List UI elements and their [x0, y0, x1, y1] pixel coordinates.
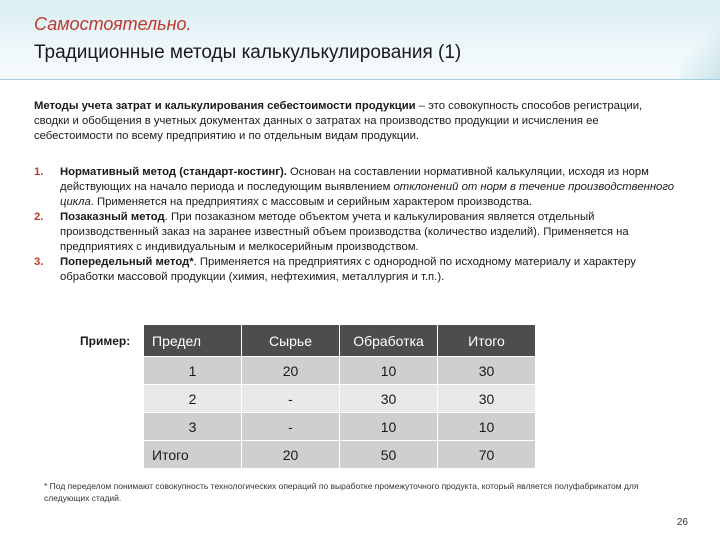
method-number: 2. — [34, 211, 44, 223]
decorative-corner — [680, 0, 720, 80]
slide-subtitle: Самостоятельно. — [34, 14, 192, 34]
table-row — [144, 357, 536, 385]
table-total-row — [144, 441, 536, 469]
example-table — [143, 324, 536, 469]
method-name: Позаказный метод — [60, 211, 165, 223]
table-cell: 10 — [340, 413, 438, 441]
table-cell: 10 — [340, 357, 438, 385]
footnote: * Под переделом понимают совокупность технологических операций по выработке промежуточного продукта, который является полуфабрикатом для следующих стадий. — [44, 481, 639, 503]
table-header-cell: Сырье — [242, 325, 340, 357]
table-cell: 20 — [242, 357, 340, 385]
method-italic: отклонений от норм в течение производственного цикла — [60, 181, 675, 208]
method-number: 1. — [34, 166, 44, 178]
method-item — [34, 210, 684, 255]
table-header-row — [144, 325, 536, 357]
intro-term: Методы учета затрат и калькулирования себестоимости продукции — [34, 100, 416, 112]
table-row — [144, 413, 536, 441]
intro-text: – это совокупность способов регистрации, сводки и обобщения в учетных документах данных о затратах на производство продукции и исчисления ее себестоимости по всему предприятию и по отдельным видам продукции. — [34, 100, 643, 142]
page-number: 26 — [676, 517, 688, 528]
intro-paragraph — [34, 99, 674, 144]
method-text: Основан на составлении нормативной калькуляции, исходя из норм действующих на начало периода и последующим выявлением — [60, 166, 649, 193]
table-cell: 20 — [242, 441, 340, 469]
method-text: . При позаказном методе объектом учета и калькулирования является отдельный производственный заказ на заранее известный объем производства (количество изделий). Применяется на предприятиях с индивидуальным и мелкосерийным производством. — [60, 211, 629, 253]
table-cell: 2 — [144, 385, 242, 413]
example-label: Пример: — [80, 334, 131, 348]
method-name: Попередельный метод* — [60, 256, 194, 268]
table-cell: Итого — [144, 441, 242, 469]
title-band — [0, 0, 720, 80]
method-text-end: . Применяется на предприятиях с массовым и серийным характером производства. — [90, 196, 533, 208]
table-cell: 30 — [438, 385, 536, 413]
table-header-cell: Обработка — [340, 325, 438, 357]
method-name: Нормативный метод (стандарт-костинг). — [60, 166, 287, 178]
table-cell: - — [242, 413, 340, 441]
table-cell: 30 — [438, 357, 536, 385]
table-header-cell: Итого — [438, 325, 536, 357]
method-item — [34, 255, 684, 285]
table-cell: 1 — [144, 357, 242, 385]
table-cell: 10 — [438, 413, 536, 441]
table-cell: 70 — [438, 441, 536, 469]
table-cell: 30 — [340, 385, 438, 413]
slide-title: Традиционные методы калькулькулирования (1) — [34, 42, 462, 63]
table-header-cell: Предел — [144, 325, 242, 357]
method-item — [34, 165, 684, 210]
table-cell: - — [242, 385, 340, 413]
table-cell: 50 — [340, 441, 438, 469]
table-row — [144, 385, 536, 413]
table-cell: 3 — [144, 413, 242, 441]
methods-list — [34, 165, 684, 285]
method-text: . Применяется на предприятиях с однородной по исходному материалу и характеру обработки массовой продукции (химия, нефтехимия, металлургия и т.п.). — [60, 256, 636, 283]
method-number: 3. — [34, 256, 44, 268]
